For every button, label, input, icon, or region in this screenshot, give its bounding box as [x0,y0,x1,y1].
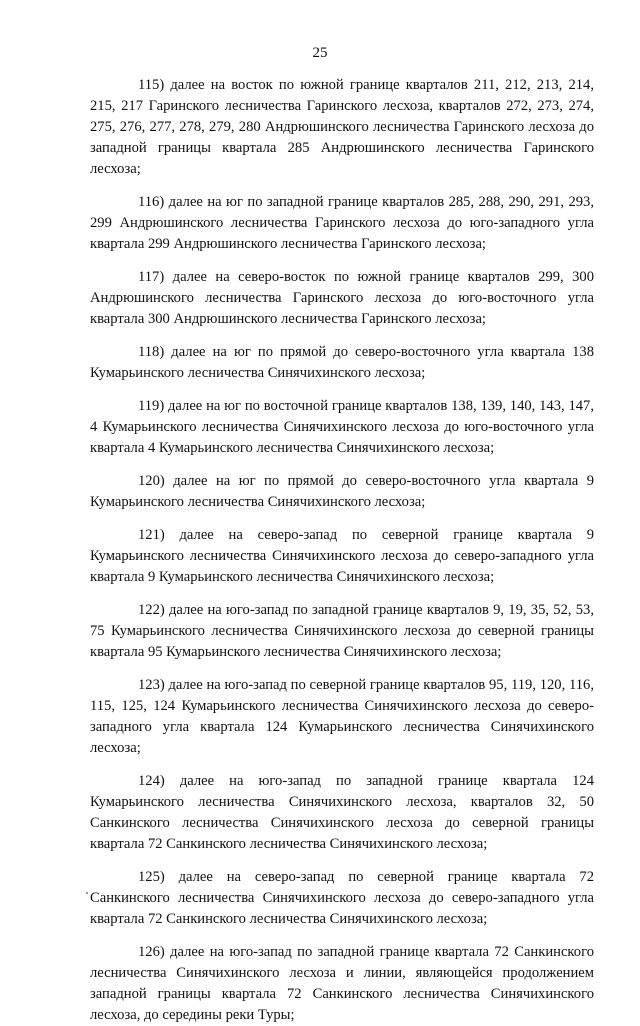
paragraph-123: 123) далее на юго-запад по северной границе кварталов 95, 119, 120, 116, 115, 125, 124 Кумарьинского лесничества Синячихинского лесхоза до северо-западного угла квартала 124 Кумарьинского лесничества Синячихинского лесхоза; [90,677,594,756]
paragraph-118: 118) далее на юг по прямой до северо-восточного угла квартала 138 Кумарьинского лесничества Синячихинского лесхоза; [90,344,594,381]
paragraph-119: 119) далее на юг по восточной границе кварталов 138, 139, 140, 143, 147, 4 Кумарьинского лесничества Синячихинского лесхоза до юго-восточного угла квартала 4 Кумарьинского лесничества Синячихинского лесхоза; [90,398,594,456]
paragraph-117: 117) далее на северо-восток по южной границе кварталов 299, 300 Андрюшинского лесничества Гаринского лесхоза до юго-восточного угла квартала 300 Андрюшинского лесничества Гаринского лесхоза; [90,269,594,327]
paragraph-126: 126) далее на юго-запад по западной границе квартала 72 Санкинского лесничества Синячихинского лесхоза и линии, являющейся продолжением западной границы квартала 72 Санкинского лесничества Синячихинского лесхоза, до середины реки Туры; [90,944,594,1023]
paragraph-115: 115) далее на восток по южной границе кварталов 211, 212, 213, 214, 215, 217 Гаринского лесничества Гаринского лесхоза, кварталов 272, 273, 274, 275, 276, 277, 278, 279, 280 Андрюшинского лесничества Гаринского лесхоза до западной границы квартала 285 Андрюшинского лесничества Гаринского лесхоза; [90,77,594,177]
page-number: 25 [312,45,328,61]
paragraph-120: 120) далее на юг по прямой до северо-восточного угла квартала 9 Кумарьинского лесничества Синячихинского лесхоза; [90,473,594,510]
scan-speck [86,892,88,894]
paragraph-124: 124) далее на юго-запад по западной границе квартала 124 Кумарьинского лесничества Синячихинского лесхоза, кварталов 32, 50 Санкинского лесничества Синячихинского лесхоза до северной границы квартала 72 Санкинского лесничества Синячихинского лесхоза; [90,773,594,852]
paragraph-121: 121) далее на северо-запад по северной границе квартала 9 Кумарьинского лесничества Синячихинского лесхоза до северо-западного угла квартала 9 Кумарьинского лесничества Синячихинского лесхоза; [90,527,594,585]
paragraph-125: 125) далее на северо-запад по северной границе квартала 72 Санкинского лесничества Синячихинского лесхоза до северо-западного угла квартала 72 Санкинского лесничества Синячихинского лесхоза; [90,869,594,927]
paragraph-116: 116) далее на юг по западной границе кварталов 285, 288, 290, 291, 293, 299 Андрюшинского лесничества Гаринского лесхоза до юго-западного угла квартала 299 Андрюшинского лесничества Гаринского лесхоза; [90,194,594,252]
paragraph-122: 122) далее на юго-запад по западной границе кварталов 9, 19, 35, 52, 53, 75 Кумарьинского лесничества Синячихинского лесхоза до северной границы квартала 95 Кумарьинского лесничества Синячихинского лесхоза; [90,602,594,660]
document-body [90,75,594,1026]
